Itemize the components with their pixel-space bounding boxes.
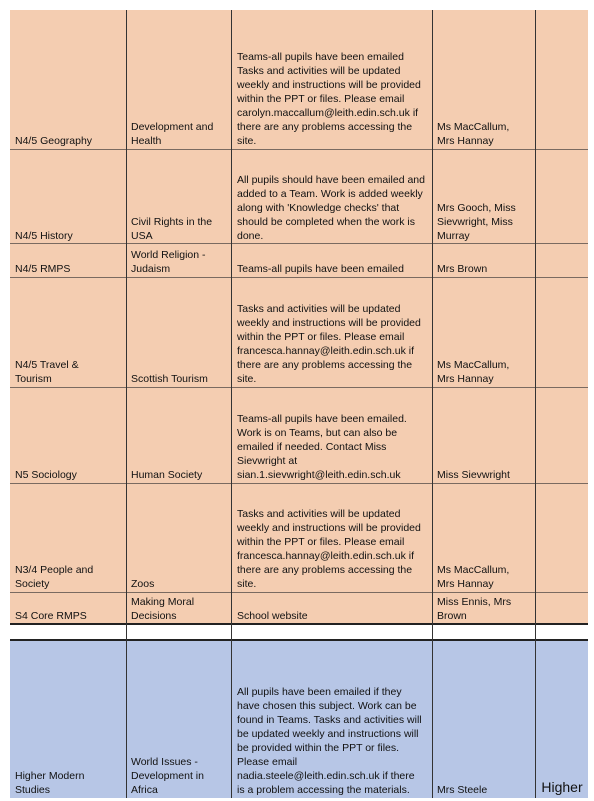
row-0-topic: Development and Health: [126, 10, 231, 149]
row-2-info: Teams-all pupils have been emailed: [231, 244, 432, 277]
row-4-course: N5 Sociology: [10, 387, 126, 483]
higher-level-label: Higher: [535, 640, 588, 798]
row-6-info: School website: [231, 592, 432, 624]
row-1-teacher: Mrs Gooch, Miss Sievwright, Miss Murray: [432, 149, 535, 244]
grid-line: [10, 623, 588, 625]
row-4-info: Teams-all pupils have been emailed. Work is on Teams, but can also be emailed if needed. Contact Miss Sievwright at sian.1.sievwright@leith.edin.sch.uk: [231, 387, 432, 483]
row-6-course: S4 Core RMPS: [10, 592, 126, 624]
level-column-senior: [535, 10, 588, 624]
grid-line: [432, 10, 433, 798]
row-1-topic: Civil Rights in the USA: [126, 149, 231, 244]
row-0-info: Teams-all pupils have been emailed Tasks and activities will be updated weekly and instructions will be provided within the PPT or files. Please email carolyn.maccallum@leith.edin.sch.uk if there are any problems accessing the site.: [231, 10, 432, 149]
grid-line: [10, 592, 588, 593]
row-0-teacher: Ms MacCallum, Mrs Hannay: [432, 10, 535, 149]
row-1-course: N4/5 History: [10, 149, 126, 244]
row-2-teacher: Mrs Brown: [432, 244, 535, 277]
higher-row-teacher: Mrs Steele: [432, 640, 535, 798]
row-3-info: Tasks and activities will be updated weekly and instructions will be provided within the PPT or files. Please email francesca.hannay@leith.edin.sch.uk if there are any problems accessing the site.: [231, 277, 432, 387]
row-5-topic: Zoos: [126, 483, 231, 592]
row-5-teacher: Ms MacCallum, Mrs Hannay: [432, 483, 535, 592]
grid-line: [10, 639, 588, 641]
grid-line: [10, 243, 588, 244]
row-6-topic: Making Moral Decisions: [126, 592, 231, 624]
row-5-info: Tasks and activities will be updated weekly and instructions will be provided within the PPT or files. Please email francesca.hannay@leith.edin.sch.uk if there are any problems accessing the site.: [231, 483, 432, 592]
grid-line: [231, 10, 232, 798]
grid-line: [10, 277, 588, 278]
grid-line: [126, 10, 127, 798]
grid-line: [10, 149, 588, 150]
row-3-topic: Scottish Tourism: [126, 277, 231, 387]
higher-row-topic: World Issues - Development in Africa: [126, 640, 231, 798]
higher-row-course: Higher Modern Studies: [10, 640, 126, 798]
row-6-teacher: Miss Ennis, Mrs Brown: [432, 592, 535, 624]
grid-line: [535, 10, 536, 798]
row-5-course: N3/4 People and Society: [10, 483, 126, 592]
row-4-teacher: Miss Sievwright: [432, 387, 535, 483]
grid-line: [10, 387, 588, 388]
row-3-teacher: Ms MacCallum, Mrs Hannay: [432, 277, 535, 387]
row-3-course: N4/5 Travel & Tourism: [10, 277, 126, 387]
grid-line: [10, 483, 588, 484]
row-0-course: N4/5 Geography: [10, 10, 126, 149]
higher-row-info: All pupils have been emailed if they have chosen this subject. Work can be found in Teams. Tasks and activities will be updated weekly and instructions will be provided within the PPT or files. Please email nadia.steele@leith.edin.sch.uk if there is a problem accessing the materials.: [231, 640, 432, 798]
row-2-course: N4/5 RMPS: [10, 244, 126, 277]
row-2-topic: World Religion - Judaism: [126, 244, 231, 277]
row-4-topic: Human Society: [126, 387, 231, 483]
row-1-info: All pupils should have been emailed and added to a Team. Work is added weekly along with 'Knowledge checks' that should be completed when the work is done.: [231, 149, 432, 244]
